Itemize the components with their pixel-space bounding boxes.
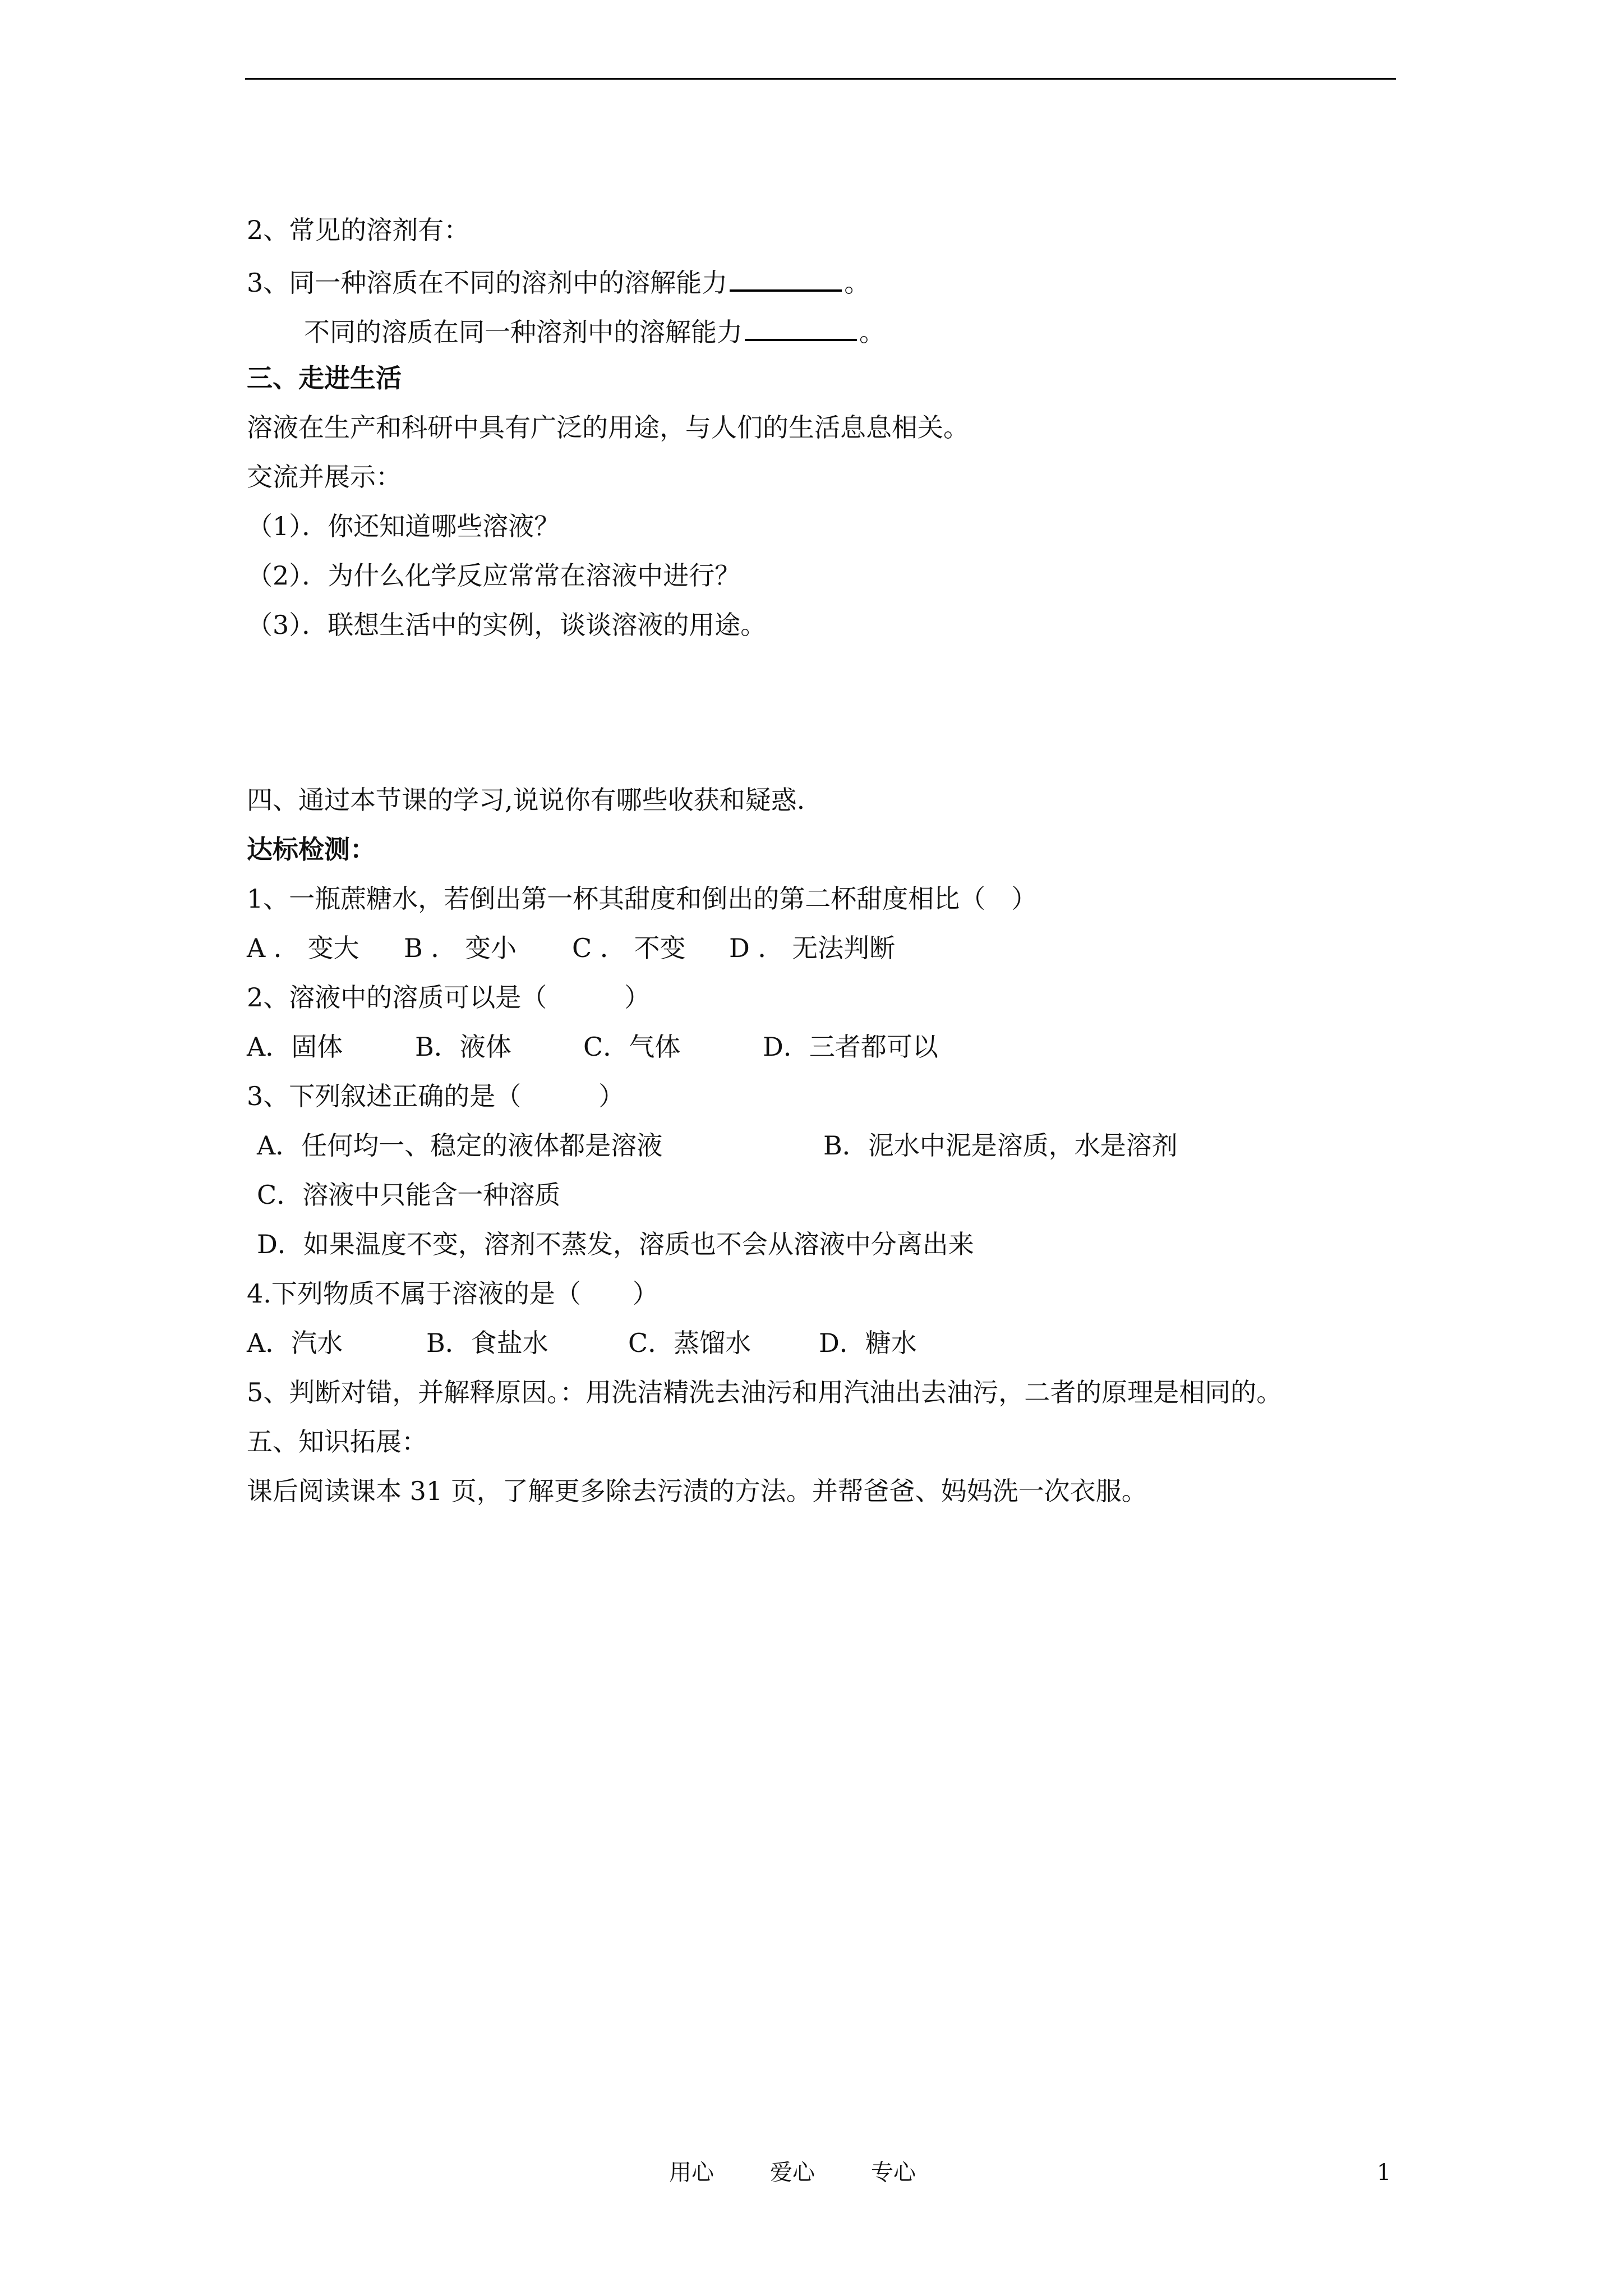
section-heading-extension: 五、知识拓展： — [247, 1427, 427, 1457]
option-c: C．蒸馏水 — [628, 1328, 751, 1358]
option-b: B．食盐水 — [426, 1328, 548, 1358]
option-c: C．气体 — [583, 1032, 681, 1062]
list-item: （2）．为什么化学反应常常在溶液中进行？ — [247, 560, 741, 591]
page-number: 1 — [1377, 2160, 1391, 2185]
paragraph-exchange: 交流并展示： — [247, 462, 402, 492]
option-d: D．糖水 — [819, 1328, 917, 1358]
section-heading-life: 三、走进生活 — [247, 363, 402, 393]
question-4: 4.下列物质不属于溶液的是（ ） — [247, 1278, 658, 1309]
option-d: D．三者都可以 — [763, 1032, 938, 1062]
question-1-options — [247, 931, 1402, 981]
question-3: 3、下列叙述正确的是（ ） — [247, 1081, 625, 1111]
question-3-options-row1 — [247, 1129, 1402, 1178]
document-body — [247, 213, 1402, 1524]
footer-item: 专心 — [871, 2160, 916, 2185]
option-b: B ． 变小 — [404, 933, 517, 963]
header-rule — [245, 78, 1396, 80]
question-solubility-text: 不同的溶质在同一种溶剂中的溶解能力 — [304, 317, 743, 347]
footer-item: 爱心 — [770, 2160, 815, 2185]
spacer — [247, 657, 1402, 783]
option-d: D ． 无法判断 — [729, 933, 896, 963]
question-common-solvents: 2、常见的溶剂有： — [247, 215, 470, 245]
question-solubility-line1 — [247, 263, 1402, 312]
option-b: B．泥水中泥是溶质，水是溶剂 — [823, 1130, 1178, 1161]
footer-motto — [669, 2159, 916, 2187]
question-solubility-text: 3、同一种溶质在不同的溶剂中的溶解能力 — [247, 268, 728, 298]
question-4-options — [247, 1326, 1402, 1375]
answer-blank — [730, 263, 842, 292]
list-item: （1）．你还知道哪些溶液？ — [247, 511, 560, 541]
answer-blank — [745, 312, 857, 341]
question-2: 2、溶液中的溶质可以是（ ） — [247, 982, 651, 1013]
paragraph-extension: 课后阅读课本 31 页，了解更多除去污渍的方法。并帮爸爸、妈妈洗一次衣服。 — [247, 1476, 1147, 1506]
question-1: 1、一瓶蔗糖水，若倒出第一杯其甜度和倒出的第二杯甜度相比（ ） — [247, 884, 1038, 914]
question-5: 5、判断对错，并解释原因。：用洗洁精洗去油污和用汽油出去油污，二者的原理是相同的。 — [247, 1377, 1283, 1407]
option-a: A ． 变大 — [247, 933, 359, 963]
section-heading-assessment: 达标检测： — [247, 834, 376, 864]
question-solubility-end: 。 — [859, 317, 885, 347]
option-b: B．液体 — [415, 1032, 511, 1062]
question-solubility-line2 — [247, 312, 1402, 361]
question-solubility-end: 。 — [844, 268, 870, 298]
paragraph-intro: 溶液在生产和科研中具有广泛的用途，与人们的生活息息相关。 — [247, 412, 969, 443]
option-c: C．溶液中只能含一种溶质 — [257, 1180, 561, 1210]
option-a: A．任何均一、稳定的液体都是溶液 — [257, 1130, 663, 1161]
option-a: A．固体 — [247, 1032, 343, 1062]
option-c: C ． 不变 — [572, 933, 686, 963]
option-d: D．如果温度不变，溶剂不蒸发，溶质也不会从溶液中分离出来 — [257, 1229, 974, 1259]
footer-item: 用心 — [669, 2160, 714, 2185]
section-heading-reflection: 四、通过本节课的学习,说说你有哪些收获和疑惑. — [247, 785, 805, 815]
list-item: （3）．联想生活中的实例，谈谈溶液的用途。 — [247, 610, 767, 640]
option-a: A．汽水 — [247, 1328, 343, 1358]
question-2-options — [247, 1030, 1402, 1079]
